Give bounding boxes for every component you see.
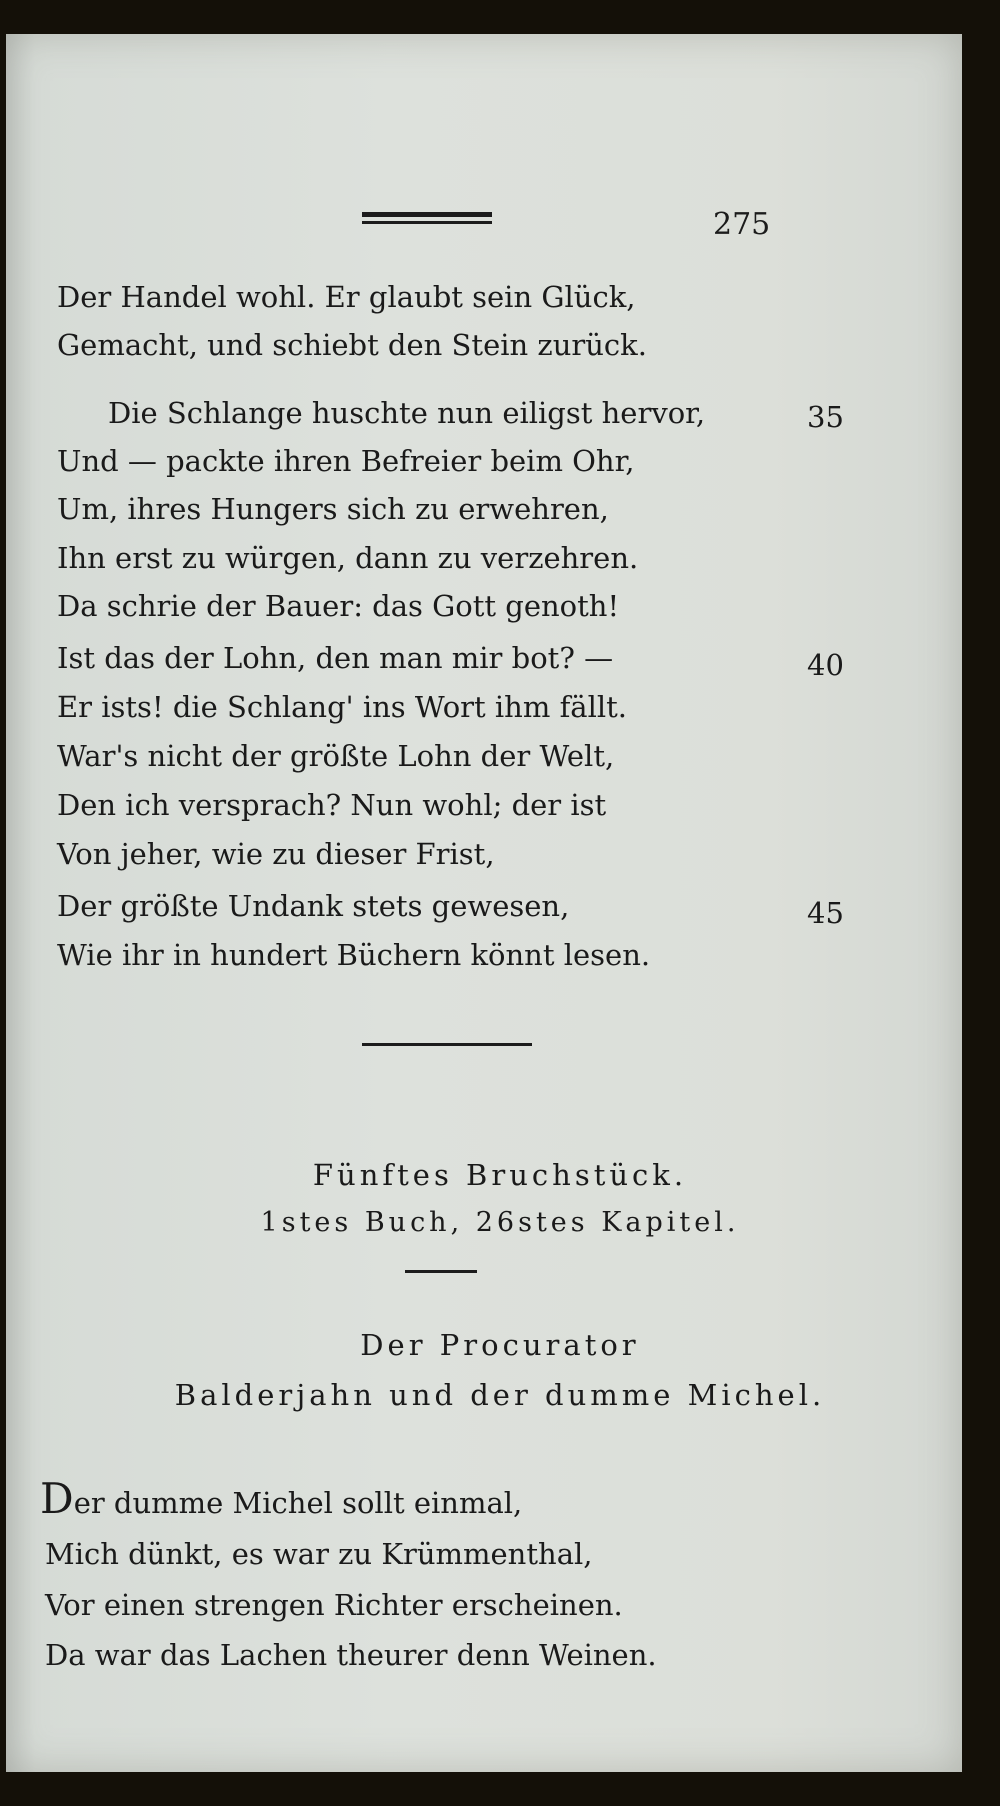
section-separator	[362, 1043, 532, 1046]
verse-line: Gemacht, und schiebt den Stein zurück.	[57, 328, 647, 362]
drop-cap-initial: D	[40, 1474, 74, 1523]
verse-line: Da schrie der Bauer: das Gott genoth!	[57, 589, 620, 623]
line-number: 40	[807, 648, 844, 682]
section-reference: 1stes Buch, 26stes Kapitel.	[260, 1207, 740, 1238]
verse-line: Um, ihres Hungers sich zu erwehren,	[57, 492, 609, 526]
header-double-rule	[362, 212, 492, 226]
line-number: 35	[807, 400, 844, 434]
verse-line	[40, 1474, 523, 1523]
verse-line: Und — packte ihren Befreier beim Ohr,	[57, 444, 635, 478]
verse-line: Da war das Lachen theurer denn Weinen.	[45, 1638, 657, 1672]
verse-line: Er ists! die Schlang' ins Wort ihm fällt.	[57, 690, 628, 724]
verse-line: Der größte Undank stets gewesen,	[57, 889, 570, 923]
verse-line: Den ich versprach? Nun wohl; der ist	[57, 788, 607, 822]
verse-line: War's nicht der größte Lohn der Welt,	[57, 739, 615, 773]
verse-line-text: er dumme Michel sollt einmal,	[73, 1486, 523, 1520]
title-separator	[405, 1270, 477, 1273]
verse-line: Mich dünkt, es war zu Krümmenthal,	[45, 1537, 593, 1571]
verse-line: Vor einen strengen Richter erscheinen.	[45, 1588, 623, 1622]
verse-line: Von jeher, wie zu dieser Frist,	[57, 837, 495, 871]
verse-line: Wie ihr in hundert Büchern könnt lesen.	[57, 938, 651, 972]
verse-line: Ist das der Lohn, den man mir bot? —	[57, 641, 614, 675]
page-number: 275	[713, 207, 771, 242]
line-number: 45	[807, 896, 844, 930]
story-subtitle: Balderjahn und der dumme Michel.	[174, 1378, 826, 1412]
section-heading: Fünftes Bruchstück.	[312, 1158, 688, 1192]
story-title: Der Procurator	[360, 1328, 640, 1362]
verse-line: Ihn erst zu würgen, dann zu verzehren.	[57, 541, 639, 575]
verse-line: Die Schlange huschte nun eiligst hervor,	[108, 396, 706, 430]
verse-line: Der Handel wohl. Er glaubt sein Glück,	[57, 280, 636, 314]
